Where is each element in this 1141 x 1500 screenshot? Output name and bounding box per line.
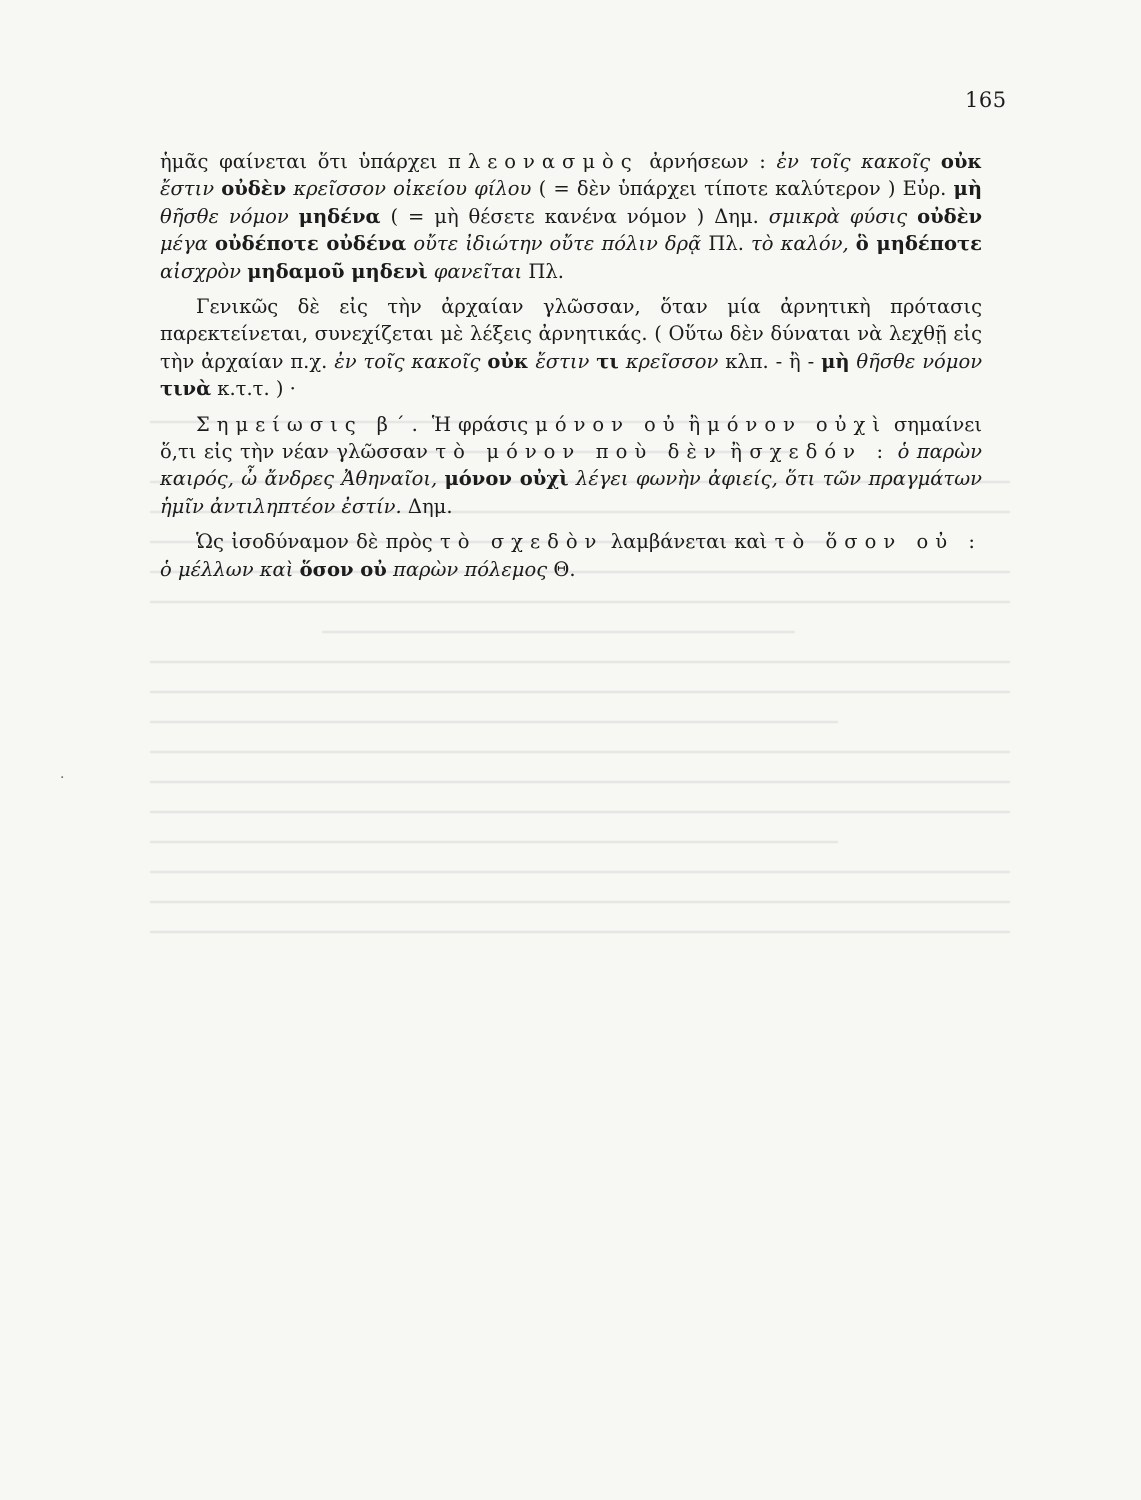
paragraph-note-beta: Σημείωσις β΄. Ἡ φράσις μόνον οὐ ἢ μόνον οὐχὶ σημαίνει ὅ,τι εἰς τὴν νέαν γλῶσσαν τὸ μόνον ποὺ δὲν ἢ σχεδόν : ὁ παρὼν καιρός, ὦ ἄνδρες Ἀθηναῖοι, μόνον οὐχὶ λέγει φωνὴν ἀφιείς, ὅτι τῶν πραγμάτων ἡμῖν ἀντιληπτέον ἐστίν. Δημ. (160, 412, 982, 518)
note-heading: Σημείωσις β΄. (196, 412, 425, 436)
body-text (160, 148, 982, 583)
paragraph-equivalent: Ὡς ἰσοδύναμον δὲ πρὸς τὸ σχεδὸν λαμβάνεται καὶ τὸ ὅσον οὐ : ὁ μέλλων καὶ ὅσον οὐ παρὼν πόλεμος Θ. (160, 530, 983, 581)
paragraph-negative-continuation: Γενικῶς δὲ εἰς τὴν ἀρχαίαν γλῶσσαν, ὅταν μία ἀρνητικὴ πρότασις παρεκτείνεται, συνεχίζεται μὲ λέξεις ἀρνητικάς. ( Οὕτω δὲν δύναται νὰ λεχθῇ εἰς τὴν ἀρχαίαν π.χ. ἐν τοῖς κακοῖς οὐκ ἔστιν τι κρεῖσσον κλπ. - ἢ - μὴ θῆσθε νόμον τινὰ κ.τ.τ. ) · (160, 295, 983, 401)
page-number: 165 (965, 88, 1007, 112)
stray-mark: · (60, 770, 65, 786)
paragraph-negation-pleonasm: ἡμᾶς φαίνεται ὅτι ὑπάρχει πλεονασμὸς ἀρνήσεων : ἐν τοῖς κακοῖς οὐκ ἔστιν οὐδὲν κρεῖσσον οἰκείου φίλου ( = δὲν ὑπάρχει τίποτε καλύτερον ) Εὐρ. μὴ θῆσθε νόμον μηδένα ( = μὴ θέσετε κανένα νόμον ) Δημ. σμικρὰ φύσις οὐδὲν μέγα οὐδέποτε οὐδένα οὔτε ἰδιώτην οὔτε πόλιν δρᾷ Πλ. τὸ καλόν, ὃ μηδέποτε αἰσχρὸν μηδαμοῦ μηδενὶ φανεῖται Πλ. (160, 150, 983, 283)
